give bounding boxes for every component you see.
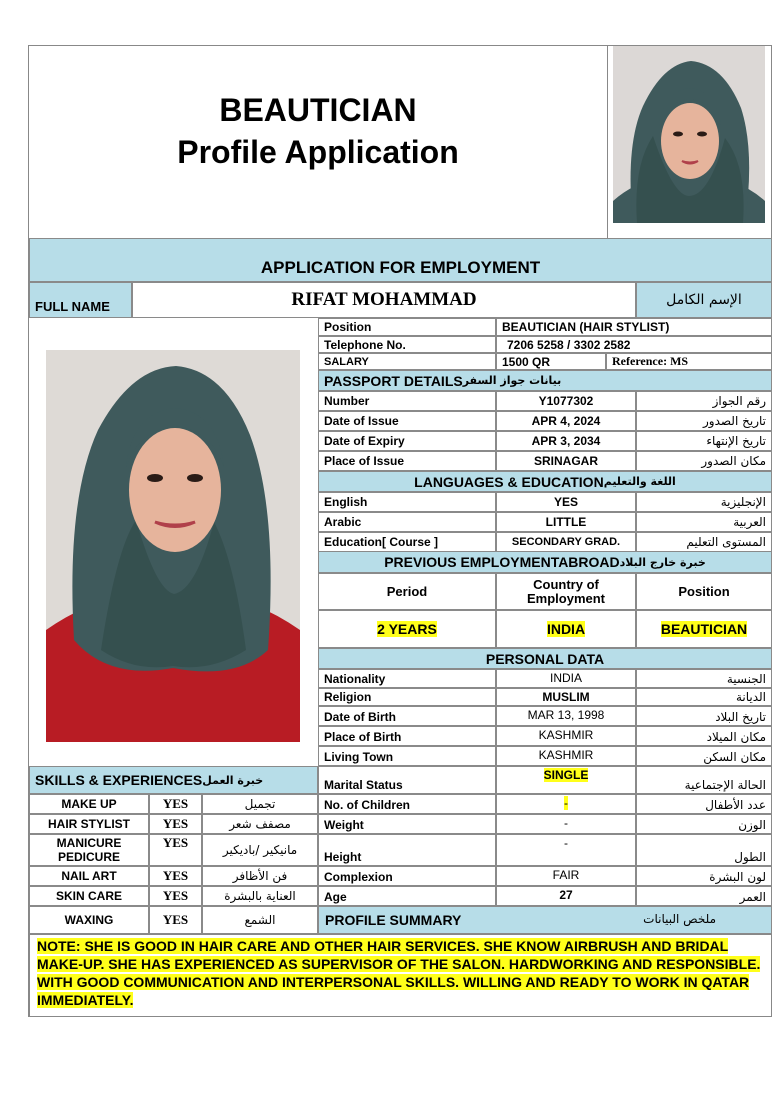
skill-value-text: YES <box>162 912 189 927</box>
employment-country: INDIA <box>546 621 586 637</box>
personal-label-text: Place of Birth <box>324 730 402 744</box>
summary-heading-arabic: ملخص البيانات <box>643 912 716 926</box>
personal-arabic-text: الوزن <box>738 818 766 832</box>
salary-label-cell <box>318 353 496 370</box>
passport-arabic <box>636 411 772 431</box>
personal-arabic <box>636 706 772 726</box>
personal-label <box>318 794 496 814</box>
full-name-arabic: الإسم الكامل <box>666 292 742 308</box>
personal-value <box>496 706 636 726</box>
skill-label <box>29 834 149 866</box>
page-subtitle: Profile Application <box>177 134 459 170</box>
section-personal-data <box>318 648 772 669</box>
position-label-cell <box>318 318 496 336</box>
language-label-text: Education[ Course ] <box>324 535 439 549</box>
position-value-cell <box>496 318 772 336</box>
passport-label-text: Number <box>324 394 370 408</box>
skill-value-text: YES <box>162 888 189 903</box>
personal-value-text: - <box>564 836 568 850</box>
section-passport-details <box>318 370 772 391</box>
personal-value-text: MAR 13, 1998 <box>527 708 605 722</box>
full-name-label: FULL NAME <box>35 299 110 314</box>
skill-arabic-text: العناية بالبشرة <box>224 889 296 903</box>
personal-label <box>318 886 496 906</box>
personal-value-text: KASHMIR <box>538 748 594 762</box>
passport-value <box>496 431 636 451</box>
passport-value <box>496 411 636 431</box>
passport-label <box>318 451 496 471</box>
passport-arabic-text: تاريخ الإنتهاء <box>706 434 766 448</box>
language-value-text: LITTLE <box>545 515 587 529</box>
skill-arabic <box>202 906 318 934</box>
personal-arabic-text: الجنسية <box>726 672 766 686</box>
personal-arabic-text: مكان السكن <box>703 750 766 764</box>
language-value-text: YES <box>553 495 578 509</box>
language-label <box>318 492 496 512</box>
skill-value-text: YES <box>162 796 189 811</box>
language-arabic-text: المستوى التعليم <box>686 535 766 549</box>
language-label <box>318 512 496 532</box>
personal-arabic <box>636 794 772 814</box>
passport-heading-arabic: بيانات جواز السفر <box>462 374 562 387</box>
language-label-text: Arabic <box>324 515 362 529</box>
language-arabic-text: العربية <box>733 515 766 529</box>
personal-arabic-text: الديانة <box>735 690 766 704</box>
personal-value <box>496 794 636 814</box>
language-value <box>496 512 636 532</box>
position-label: Position <box>324 320 372 334</box>
personal-arabic <box>636 746 772 766</box>
personal-arabic-text: عدد الأطفال <box>705 798 766 812</box>
passport-value-text: Y1077302 <box>538 394 594 408</box>
summary-heading: PROFILE SUMMARY <box>325 912 462 928</box>
personal-label-text: No. of Children <box>324 798 410 812</box>
skill-arabic <box>202 794 318 814</box>
full-name-arabic-cell <box>636 282 772 318</box>
skill-value <box>149 906 202 934</box>
personal-arabic <box>636 886 772 906</box>
page-title: BEAUTICIAN <box>219 92 417 128</box>
skill-label-text: NAIL ART <box>61 869 117 883</box>
personal-value <box>496 866 636 886</box>
skill-label <box>29 814 149 834</box>
skill-value <box>149 886 202 906</box>
full-name-value: RIFAT MOHAMMAD <box>291 289 477 310</box>
employment-period: 2 YEARS <box>377 621 437 637</box>
skill-value <box>149 814 202 834</box>
language-value-text: SECONDARY GRAD. <box>511 536 621 548</box>
employment-col-country <box>496 573 636 610</box>
personal-value <box>496 834 636 866</box>
telephone-value: 7206 5258 / 3302 2582 <box>507 337 631 352</box>
skill-arabic <box>202 866 318 886</box>
skill-arabic-text: فن الأظافر <box>232 869 288 883</box>
employment-col-position-label: Position <box>678 584 730 599</box>
section-languages-education <box>318 471 772 492</box>
personal-label <box>318 706 496 726</box>
passport-label <box>318 391 496 411</box>
salary-label: SALARY <box>324 355 369 368</box>
personal-value <box>496 746 636 766</box>
personal-value-text: - <box>564 796 568 810</box>
skill-arabic-text: تجميل <box>244 797 276 811</box>
passport-value-text: SRINAGAR <box>533 454 598 468</box>
skill-label-text: WAXING <box>64 913 114 927</box>
portrait-photo-large <box>46 350 300 742</box>
personal-label-text: Living Town <box>324 750 394 764</box>
personal-label-text: Complexion <box>324 870 393 884</box>
personal-value-text: FAIR <box>552 868 580 882</box>
passport-label <box>318 411 496 431</box>
section-skills-experiences <box>29 766 318 794</box>
language-value <box>496 492 636 512</box>
employment-country-cell <box>496 610 636 648</box>
skill-arabic-text: مانيكير /باديكير <box>222 843 298 857</box>
telephone-value-cell <box>496 336 772 353</box>
language-arabic <box>636 492 772 512</box>
languages-heading-arabic: اللغة والتعليم <box>603 475 676 488</box>
personal-label <box>318 669 496 688</box>
passport-arabic <box>636 451 772 471</box>
personal-label <box>318 866 496 886</box>
passport-label-text: Date of Expiry <box>324 434 405 448</box>
skill-label-text: MANICURE PEDICURE <box>56 836 122 864</box>
personal-value-text: KASHMIR <box>538 728 594 742</box>
employment-col-country-label: Country of Employment <box>526 576 605 606</box>
passport-arabic <box>636 391 772 411</box>
skill-label <box>29 906 149 934</box>
personal-value-text: MUSLIM <box>542 690 590 704</box>
telephone-label-cell <box>318 336 496 353</box>
personal-value <box>496 726 636 746</box>
personal-label-text: Age <box>324 890 347 904</box>
personal-arabic-text: العمر <box>739 890 766 904</box>
skill-value <box>149 866 202 886</box>
employment-heading: PREVIOUS EMPLOYMENTABROAD <box>384 554 620 570</box>
skill-value-text: YES <box>162 868 189 883</box>
passport-value <box>496 451 636 471</box>
personal-arabic <box>636 814 772 834</box>
languages-heading: LANGUAGES & EDUCATION <box>414 473 604 490</box>
personal-arabic <box>636 866 772 886</box>
personal-label <box>318 726 496 746</box>
employment-col-period-label: Period <box>386 584 428 599</box>
personal-arabic-text: الحالة الإجتماعية <box>684 778 766 792</box>
personal-value <box>496 886 636 906</box>
skill-label-text: MAKE UP <box>61 797 117 811</box>
passport-label-text: Place of Issue <box>324 454 405 468</box>
employment-position-cell <box>636 610 772 648</box>
application-heading: APPLICATION FOR EMPLOYMENT <box>260 258 541 277</box>
personal-heading: PERSONAL DATA <box>485 650 605 667</box>
skill-arabic <box>202 886 318 906</box>
passport-arabic-text: تاريخ الصدور <box>703 414 766 428</box>
full-name-label-cell <box>29 282 132 318</box>
personal-value <box>496 669 636 688</box>
personal-label-text: Height <box>324 850 362 864</box>
skill-value-text: YES <box>162 835 189 850</box>
section-application-for-employment <box>29 238 772 282</box>
language-value <box>496 532 636 552</box>
personal-label <box>318 766 496 794</box>
skills-heading: SKILLS & EXPERIENCES <box>35 772 203 788</box>
skill-arabic-text: مصفف شعر <box>229 817 291 831</box>
personal-arabic <box>636 688 772 706</box>
skill-arabic-text: الشمع <box>244 913 276 927</box>
title-divider <box>607 46 608 238</box>
salary-value-cell <box>496 353 606 370</box>
salary-value: 1500 QR <box>502 354 551 369</box>
skill-label <box>29 794 149 814</box>
employment-period-cell <box>318 610 496 648</box>
skill-label <box>29 866 149 886</box>
skill-value <box>149 834 202 866</box>
personal-label-text: Nationality <box>324 672 386 686</box>
passport-heading: PASSPORT DETAILS <box>324 372 463 389</box>
passport-arabic <box>636 431 772 451</box>
personal-arabic-text: الطول <box>734 850 766 864</box>
personal-value-text: - <box>564 816 568 830</box>
skills-heading-arabic: خبرة العمل <box>202 773 264 787</box>
personal-label-text: Religion <box>324 690 372 704</box>
portrait-photo-small <box>613 46 765 223</box>
personal-value-text: 27 <box>559 888 573 902</box>
language-arabic <box>636 512 772 532</box>
passport-label-text: Date of Issue <box>324 414 399 428</box>
passport-arabic-text: رقم الجواز <box>712 394 766 408</box>
personal-label-text: Marital Status <box>324 778 403 792</box>
skill-label-text: SKIN CARE <box>55 889 122 903</box>
telephone-label: Telephone No. <box>324 337 406 352</box>
language-label <box>318 532 496 552</box>
personal-value <box>496 814 636 834</box>
full-name-value-cell <box>132 282 636 318</box>
personal-label-text: Weight <box>324 818 364 832</box>
personal-label <box>318 814 496 834</box>
personal-arabic-text: لون البشرة <box>709 870 766 884</box>
personal-arabic <box>636 669 772 688</box>
passport-value-text: APR 4, 2024 <box>531 414 601 428</box>
title-block <box>29 46 607 238</box>
personal-value <box>496 688 636 706</box>
personal-value-text: INDIA <box>549 671 582 685</box>
personal-label <box>318 688 496 706</box>
employment-col-position <box>636 573 772 610</box>
personal-arabic-text: مكان الميلاد <box>706 730 766 744</box>
personal-value <box>496 766 636 794</box>
language-arabic-text: الإنجليزية <box>720 495 766 509</box>
summary-note: NOTE: SHE IS GOOD IN HAIR CARE AND OTHER HAIR SERVICES. SHE KNOW AIRBRUSH AND BRIDAL MAKE-UP. SHE HAS EXPERIENCED AS SUPERVISOR OF THE SALON. HARDWORKING AND RESPONSIBLE. WITH GOOD COMMUNICATION AND INTERPERSONAL SKILLS. WILLING AND READY TO WORK IN QATAR IMMEDIATELY. <box>37 938 761 1008</box>
personal-arabic <box>636 766 772 794</box>
employment-heading-arabic: خبرة خارج البلاد <box>619 555 706 569</box>
skill-label <box>29 886 149 906</box>
passport-value <box>496 391 636 411</box>
personal-arabic <box>636 834 772 866</box>
personal-label <box>318 834 496 866</box>
passport-label <box>318 431 496 451</box>
skill-value-text: YES <box>162 816 189 831</box>
employment-col-period <box>318 573 496 610</box>
personal-arabic-text: تاريخ البلاد <box>715 710 766 724</box>
personal-label-text: Date of Birth <box>324 710 396 724</box>
position-value: BEAUTICIAN (HAIR STYLIST) <box>502 320 670 334</box>
personal-value-text: SINGLE <box>543 768 589 782</box>
reference-value: Reference: MS <box>612 354 689 368</box>
skill-label-text: HAIR STYLIST <box>47 817 130 831</box>
skill-arabic <box>202 814 318 834</box>
personal-arabic <box>636 726 772 746</box>
personal-label <box>318 746 496 766</box>
employment-position: BEAUTICIAN <box>660 621 748 637</box>
language-arabic <box>636 532 772 552</box>
section-previous-employment <box>318 551 772 573</box>
summary-note-box <box>29 934 772 1017</box>
reference-cell <box>606 353 772 370</box>
skill-arabic <box>202 834 318 866</box>
passport-value-text: APR 3, 2034 <box>531 434 601 448</box>
language-label-text: English <box>324 495 368 509</box>
skill-value <box>149 794 202 814</box>
passport-arabic-text: مكان الصدور <box>701 454 766 468</box>
